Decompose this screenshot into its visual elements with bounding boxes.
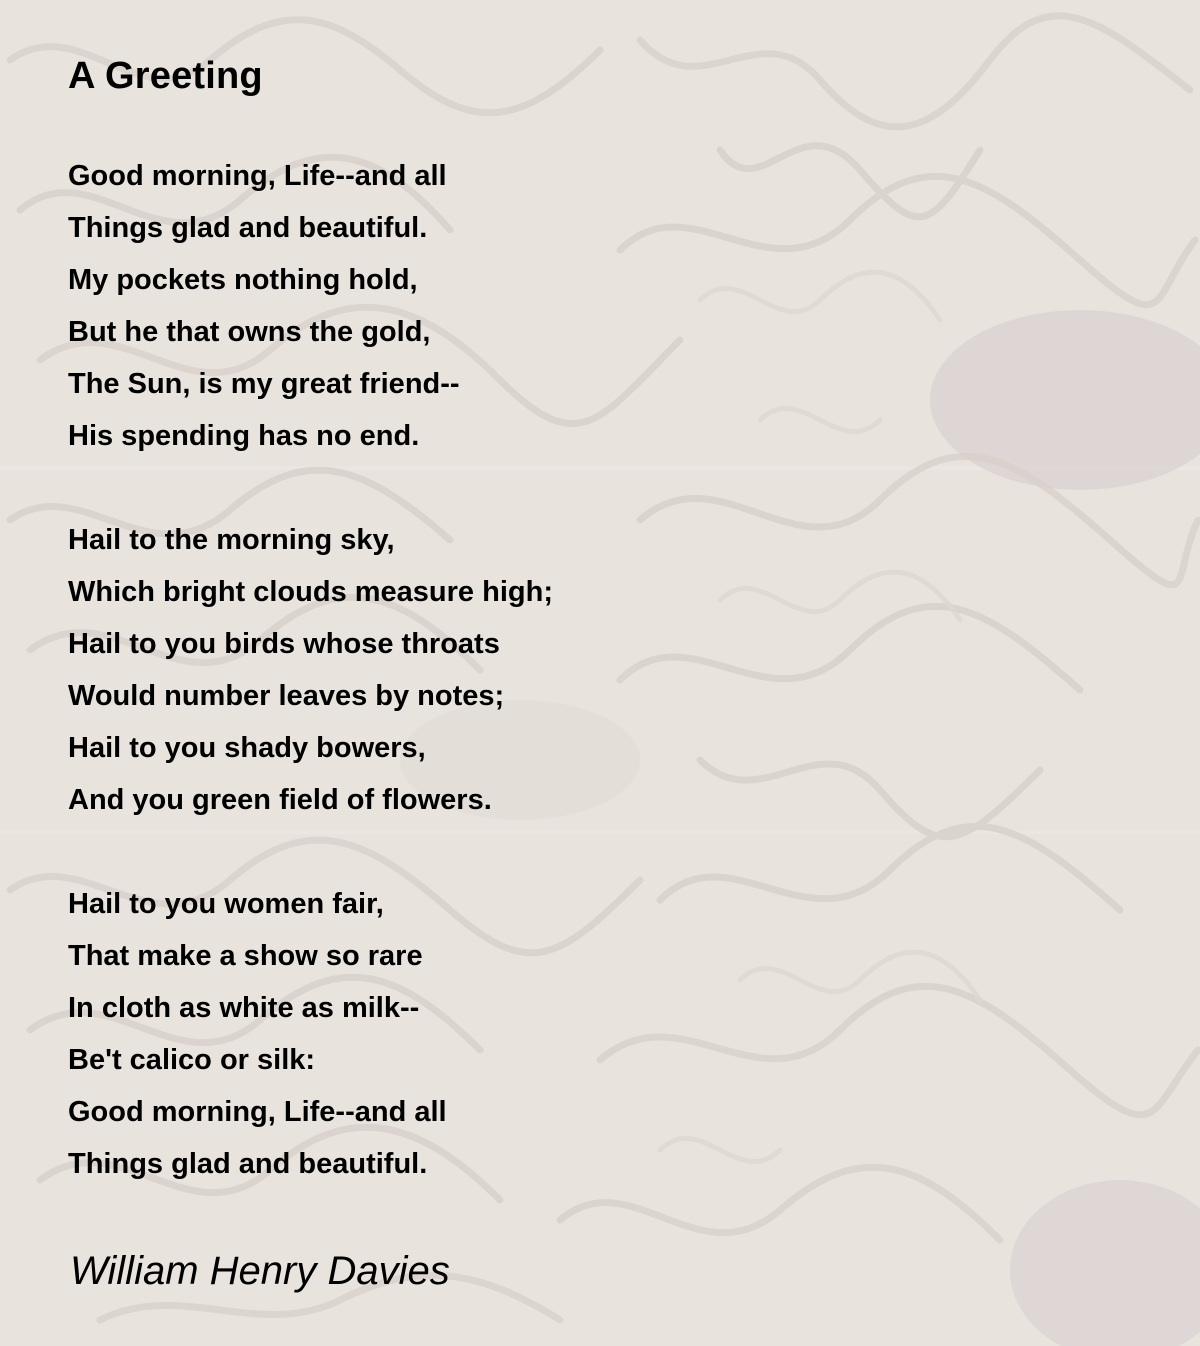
poem-line: That make a show so rare [68,940,423,972]
poem-line: Hail to you shady bowers, [68,732,426,764]
stanza-2 [68,514,553,826]
poem-line: Things glad and beautiful. [68,212,428,244]
poem-line: Be't calico or silk: [68,1044,316,1076]
poem-line: And you green field of flowers. [68,784,492,816]
poem-line: But he that owns the gold, [68,316,431,348]
stanza-1 [68,150,553,462]
poem-title: A Greeting [68,55,263,97]
poem-line: Hail to you birds whose throats [68,628,500,660]
poem-line: Hail to you women fair, [68,888,384,920]
poem-line: Good morning, Life--and all [68,1096,447,1128]
poem-line: His spending has no end. [68,420,420,452]
stanza-3 [68,878,553,1190]
poem-line: Good morning, Life--and all [68,160,447,192]
poem-line: My pockets nothing hold, [68,264,418,296]
poem-line: Hail to the morning sky, [68,524,395,556]
poem-line: In cloth as white as milk-- [68,992,420,1024]
poem-line: Would number leaves by notes; [68,680,505,712]
poem-body [68,150,553,1242]
poem-line: Things glad and beautiful. [68,1148,428,1180]
poem-author: William Henry Davies [70,1249,450,1293]
poem-line: The Sun, is my great friend-- [68,368,460,400]
poem-line: Which bright clouds measure high; [68,576,553,608]
